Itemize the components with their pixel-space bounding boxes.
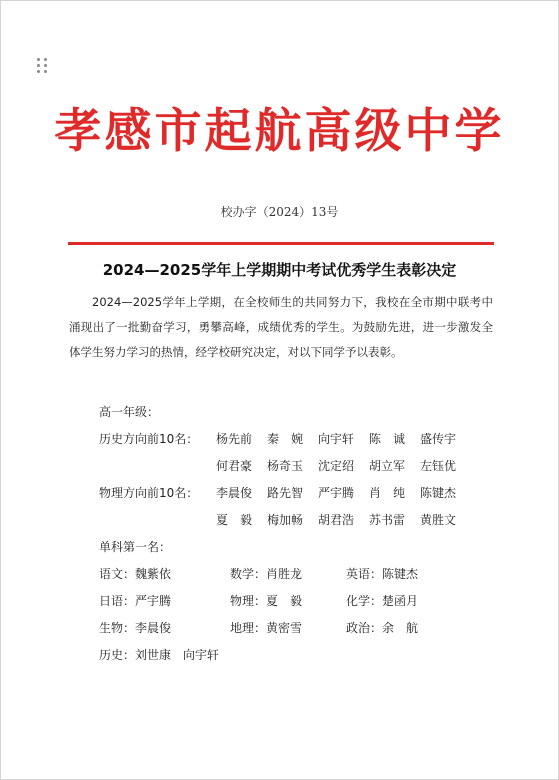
student-name: 胡立军 xyxy=(369,459,406,473)
school-name-masthead: 孝感市起航高级中学 xyxy=(54,104,505,159)
subject-winner: 英语：陈键杰 xyxy=(346,567,419,581)
red-divider-line xyxy=(68,242,494,245)
physics-top10-label: 物理方向前10名： xyxy=(99,486,199,500)
subject-winner: 地理：黄密雪 xyxy=(230,621,303,635)
student-name: 何君豪 xyxy=(216,459,253,473)
subject-winner: 数学：肖胜龙 xyxy=(230,567,303,581)
student-name: 梅加畅 xyxy=(267,513,304,527)
student-name: 杨先前 xyxy=(216,432,253,446)
student-name: 秦 婉 xyxy=(267,432,304,446)
student-name: 盛传宇 xyxy=(420,432,457,446)
student-name: 夏 毅 xyxy=(216,513,253,527)
student-name: 李晨俊 xyxy=(216,486,253,500)
document-heading: 2024—2025学年上学期期中考试优秀学生表彰决定 xyxy=(102,261,457,279)
subject-winner: 历史：刘世康 向宇轩 xyxy=(99,648,220,662)
subject-winner: 化学：楚函月 xyxy=(346,594,419,608)
student-name: 路先智 xyxy=(267,486,304,500)
grade-label: 高一年级： xyxy=(99,405,160,419)
student-name: 苏书雷 xyxy=(369,513,406,527)
physics-top10-row-1 xyxy=(99,484,471,501)
student-name: 肖 纯 xyxy=(369,486,406,500)
history-top10-row-1 xyxy=(99,430,471,447)
subject-first-label: 单科第一名： xyxy=(99,540,172,554)
subject-winner: 日语：严宇腾 xyxy=(99,594,172,608)
student-name: 陈 诚 xyxy=(369,432,406,446)
student-name: 沈定绍 xyxy=(318,459,355,473)
student-name: 胡君浩 xyxy=(318,513,355,527)
document-number: 校办字（2024）13号 xyxy=(220,205,339,219)
student-name: 向宇轩 xyxy=(318,432,355,446)
subject-winner: 语文：魏紫依 xyxy=(99,567,172,581)
student-name: 左钰优 xyxy=(420,459,457,473)
history-top10-row-2 xyxy=(99,457,471,474)
physics-top10-row-2 xyxy=(99,511,471,528)
intro-paragraph: 2024—2025学年上学期，在全校师生的共同努力下，我校在全市期中联考中涌现出了一批勤奋学习，勇攀高峰，成绩优秀的学生。为鼓励先进，进一步激发全体学生努力学习的热情，经学校研究决定，对以下同学予以表彰。 xyxy=(69,295,493,359)
student-name: 黄胜文 xyxy=(420,513,457,527)
student-name: 陈键杰 xyxy=(420,486,457,500)
drag-handle-icon[interactable] xyxy=(37,58,49,74)
subject-winner: 生物：李晨俊 xyxy=(99,621,172,635)
student-name: 严宇腾 xyxy=(318,486,355,500)
student-name: 杨奇玉 xyxy=(267,459,304,473)
subject-winner: 政治：余 航 xyxy=(346,621,419,635)
subject-winner: 物理：夏 毅 xyxy=(230,594,303,608)
history-top10-label: 历史方向前10名： xyxy=(99,432,199,446)
